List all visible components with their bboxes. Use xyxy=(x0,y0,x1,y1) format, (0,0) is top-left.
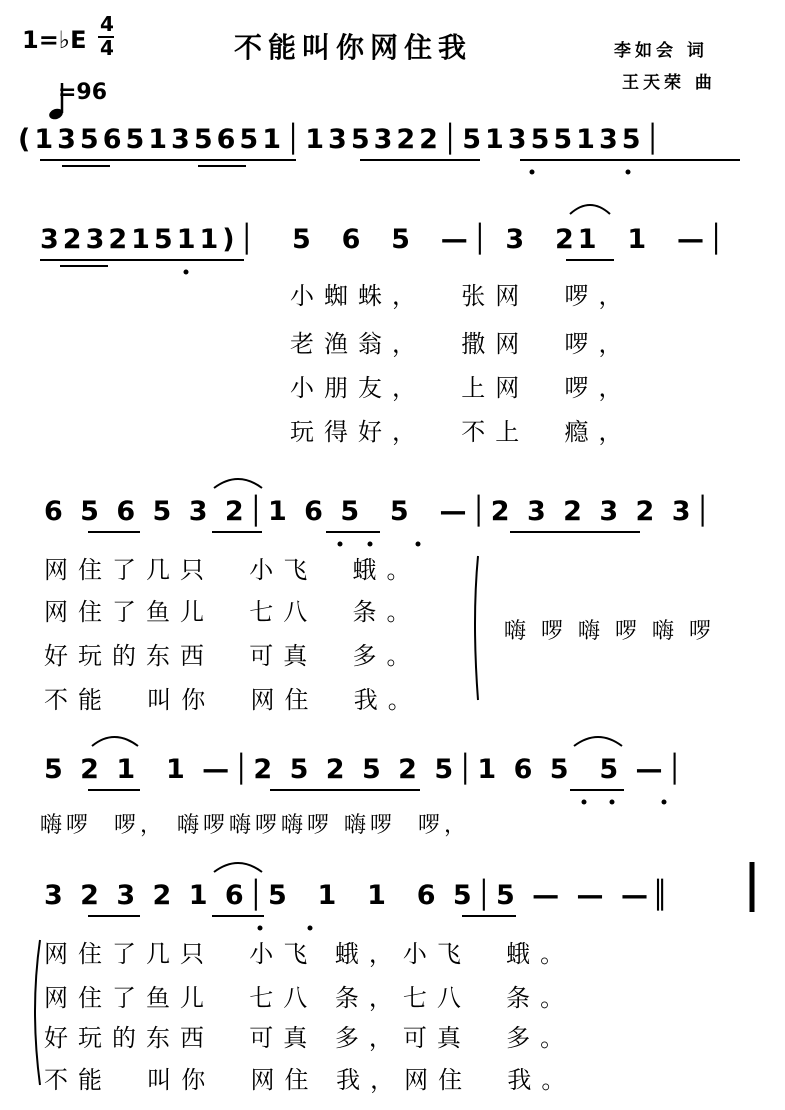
notation-row-5: 3 2 3 2 1 6│5 1 1 6 5│5 — — —║ xyxy=(44,880,673,911)
composer-credit: 王天荣 曲 xyxy=(622,73,716,93)
lyric-line: 小蜘蛛， 张网 啰， xyxy=(290,282,633,310)
time-signature-bottom: 4 xyxy=(100,36,114,60)
lyricist-credit: 李如会 词 xyxy=(614,41,708,61)
lyric-line: 不能 叫你 网住 我，网住 我。 xyxy=(44,1066,576,1094)
key-signature: 1=♭E xyxy=(22,26,87,54)
notation-row-4: 5 2 1 1 —│2 5 2 5 2 5│1 6 5 5 —│ xyxy=(44,754,687,785)
notation-row-1: (13565135651│135322│51355135│ xyxy=(18,124,665,155)
lyric-line: 好玩的东西 可真 多，可真 多。 xyxy=(44,1024,575,1052)
time-signature-top: 4 xyxy=(100,12,114,36)
lyric-line: 不能 叫你 网住 我。 xyxy=(44,686,422,714)
refrain-lyric: 嗨 啰 嗨 啰 嗨 啰 xyxy=(504,619,715,644)
notation-row-2b: 5 6 5 —│ 3 21 1 —│ xyxy=(292,224,729,255)
notation-row-2a: 32321511)│ xyxy=(40,224,259,255)
lyric-line: 网住了鱼儿 七八 条。 xyxy=(44,598,421,626)
lyric-line: 网住了几只 小飞 蛾，小飞 蛾。 xyxy=(44,940,575,968)
lyric-line: 网住了鱼儿 七八 条，七八 条。 xyxy=(44,984,575,1012)
lyric-line: 玩得好， 不上 瘾， xyxy=(290,418,633,446)
lyric-line: 小朋友， 上网 啰， xyxy=(290,374,633,402)
notation-row-3: 6 5 6 5 3 2│1 6 5 5 —│2 3 2 3 2 3│ xyxy=(44,496,715,527)
lyric-line: 好玩的东西 可真 多。 xyxy=(44,642,421,670)
lyric-line: 嗨啰 啰， 嗨啰嗨啰嗨啰 嗨啰 啰， xyxy=(40,813,470,838)
song-title: 不能叫你网住我 xyxy=(234,31,473,64)
lyric-line: 网住了几只 小飞 蛾。 xyxy=(44,556,421,584)
tempo-marking: =96 xyxy=(58,80,108,105)
lyric-line: 老渔翁， 撒网 啰， xyxy=(290,330,633,358)
